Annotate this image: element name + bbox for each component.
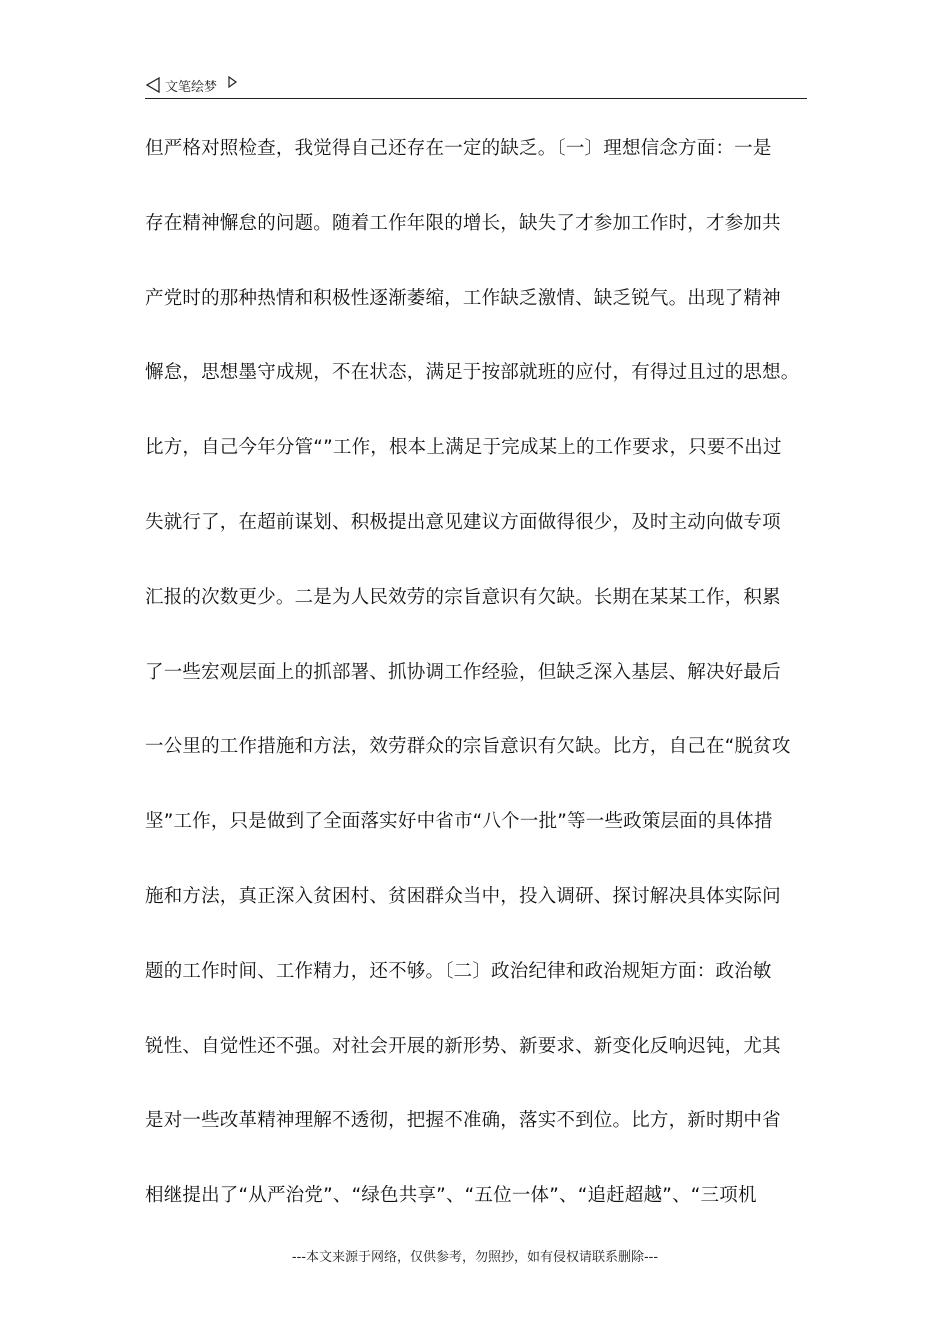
triangle-right-icon bbox=[227, 76, 238, 88]
text-line: 存在精神懈怠的问题。随着工作年限的增长，缺失了才参加工作时，才参加共 bbox=[145, 212, 781, 234]
text-line: 了一些宏观层面上的抓部署、抓协调工作经验，但缺乏深入基层、解决好最后 bbox=[145, 661, 781, 683]
text-line: 题的工作时间、工作精力，还不够。〔二〕政治纪律和政治规矩方面：政治敏 bbox=[145, 960, 772, 982]
text-line: 相继提出了“从严治党”、“绿色共享”、“五位一体”、“追赶超越”、“三项机 bbox=[145, 1185, 757, 1207]
text-line: 锐性、自觉性还不强。对社会开展的新形势、新要求、新变化反响迟钝，尤其 bbox=[145, 1035, 781, 1057]
text-line: 汇报的次数更少。二是为人民效劳的宗旨意识有欠缺。长期在某某工作，积累 bbox=[145, 586, 781, 608]
text-line: 失就行了，在超前谋划、积极提出意见建议方面做得很少，及时主动向做专项 bbox=[145, 511, 781, 533]
text-line: 是对一些改革精神理解不透彻，把握不准确，落实不到位。比方，新时期中省 bbox=[145, 1110, 781, 1132]
footer-notice: ---本文来源于网络，仅供参考，勿照抄，如有侵权请联系删除--- bbox=[291, 1250, 659, 1265]
header-title: 文笔绘梦 bbox=[165, 79, 218, 95]
text-line: 懈怠，思想墨守成规，不在状态，满足于按部就班的应付，有得过且过的思想。 bbox=[145, 362, 800, 384]
text-line: 产党时的那种热情和积极性逐渐萎缩，工作缺乏激情、缺乏锐气。出现了精神 bbox=[145, 287, 781, 309]
page-header bbox=[145, 74, 807, 99]
text-line: 一公里的工作措施和方法，效劳群众的宗旨意识有欠缺。比方，自己在“脱贫攻 bbox=[145, 736, 791, 758]
header-content bbox=[145, 74, 807, 96]
document-body bbox=[145, 130, 815, 1252]
text-line: 坚”工作，只是做到了全面落实好中省市“八个一批”等一些政策层面的具体措 bbox=[145, 811, 773, 833]
text-line: 但严格对照检查，我觉得自己还存在一定的缺乏。〔一〕理想信念方面：一是 bbox=[145, 138, 772, 159]
text-line: 比方，自己今年分管“”工作，根本上满足于完成某上的工作要求，只要不出过 bbox=[145, 437, 782, 459]
text-line: 施和方法，真正深入贫困村、贫困群众当中，投入调研、探讨解决具体实际问 bbox=[145, 885, 781, 907]
triangle-left-icon bbox=[145, 77, 161, 93]
